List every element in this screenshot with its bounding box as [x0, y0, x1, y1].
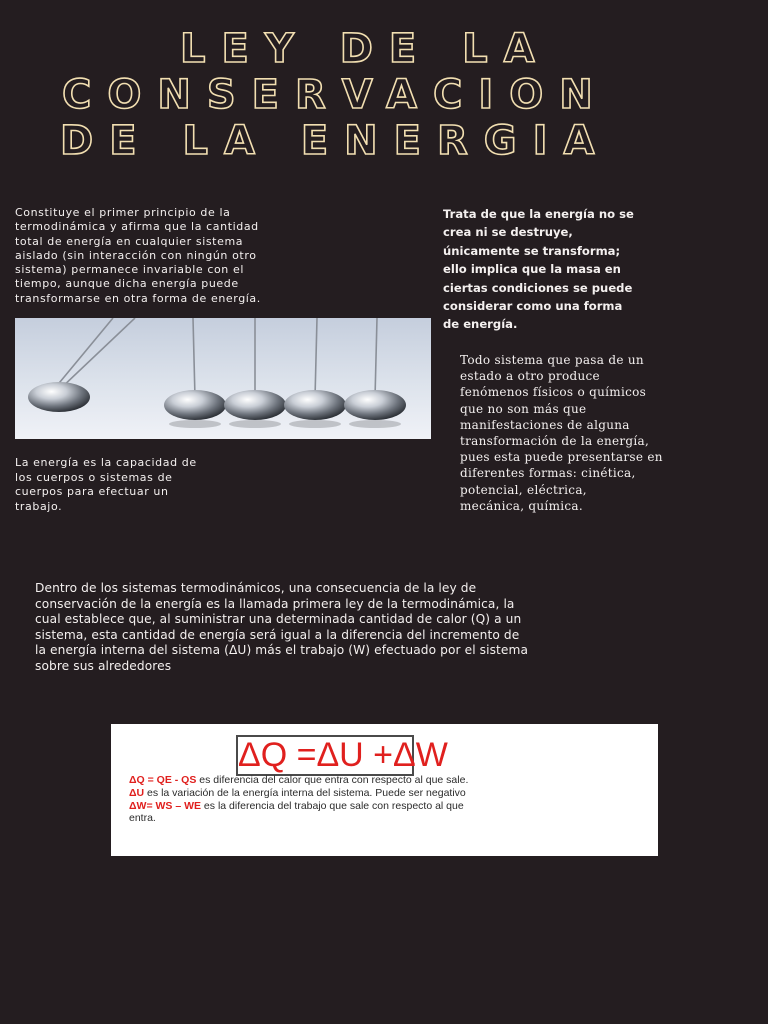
formula-symbol: ΔW= WS – WE: [129, 800, 202, 812]
title-line-1: LEY DE LA: [180, 26, 551, 72]
newtons-cradle-image: [15, 318, 431, 439]
formula-symbol: ΔQ = QE - QS: [129, 774, 197, 786]
cradle-balls: [28, 382, 406, 420]
formula-image: [111, 724, 658, 856]
formula-description: es diferencia del calor que entra con respecto al que sale.: [196, 774, 469, 786]
formula-row-continuation: entra.: [129, 812, 156, 824]
formula-symbol: ΔU: [129, 787, 145, 799]
formula-row-delta-u: [129, 787, 649, 799]
definition-paragraph: La energía es la capacidad de los cuerpos o sistemas de cuerpos para efectuar un trabajo.: [15, 456, 197, 513]
formula-row-delta-w: [129, 800, 649, 812]
phenomena-paragraph: Todo sistema que pasa de un estado a otro produce fenómenos físicos o químicos que no son más que manifestaciones de alguna transformación de la energía, pues esta puede presentarse en diferentes formas: cinética, potencial, eléctrica, mecánica, química.: [460, 353, 663, 513]
main-formula: ΔQ =ΔU +ΔW: [238, 736, 448, 774]
title-line-2: CONSERVACION: [62, 72, 609, 118]
formula-description: es la diferencia del trabajo que sale con respecto al que: [201, 800, 464, 812]
formula-description: es la variación de la energía interna del sistema. Puede ser negativo: [144, 787, 466, 799]
title-line-3: DE LA ENERGIA: [60, 118, 611, 164]
principle-paragraph: Trata de que la energía no se crea ni se destruye, únicamente se transforma; ello implica que la masa en ciertas condiciones se puede considerar como una forma de energía.: [443, 207, 634, 332]
formula-row-delta-q: [129, 774, 649, 786]
intro-paragraph: Constituye el primer principio de la termodinámica y afirma que la cantidad total de energía en cualquier sistema aislado (sin interacción con ningún otro sistema) permanece invariable con el tiempo, aunque dicha energía puede transformarse en otra forma de energía.: [15, 206, 261, 305]
thermodynamics-paragraph: Dentro de los sistemas termodinámicos, una consecuencia de la ley de conservación de la energía es la llamada primera ley de la termodinámica, la cual establece que, al suministrar una determinada cantidad de calor (Q) a un sistema, esta cantidad de energía será igual a la diferencia del incremento de la energía interna del sistema (ΔU) más el trabajo (W) efectuado por el sistema sobre sus alrededores: [35, 581, 529, 673]
